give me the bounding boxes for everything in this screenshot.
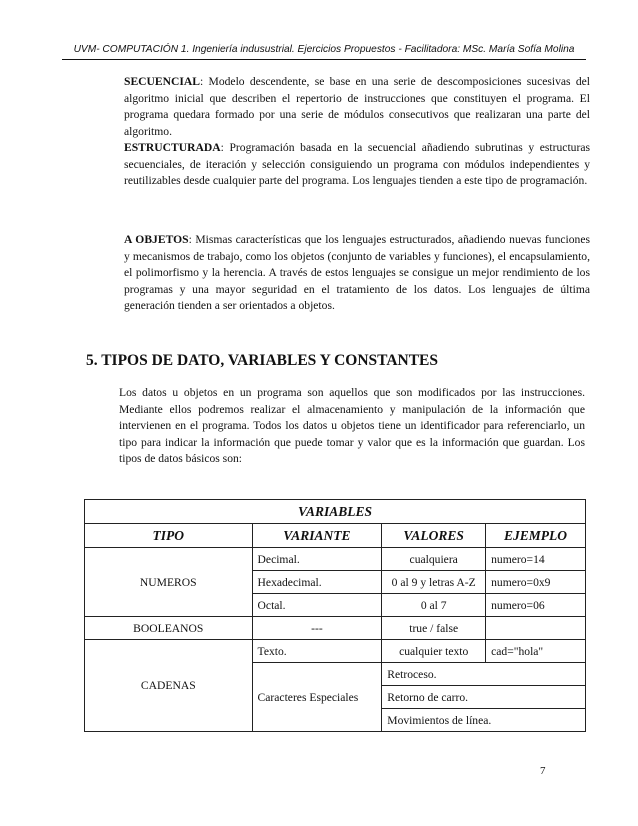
paragraph-objetos	[86, 232, 590, 315]
header-valores: VALORES	[382, 524, 486, 548]
table-caption-row	[85, 500, 586, 524]
cell-valor: cualquier texto	[382, 640, 486, 663]
header-ejemplo: EJEMPLO	[486, 524, 586, 548]
cell-valor-especial: Retorno de carro.	[382, 686, 586, 709]
table-row	[85, 617, 586, 640]
table-caption: VARIABLES	[85, 500, 586, 524]
cell-valor: cualquiera	[382, 548, 486, 571]
text-objetos: : Mismas características que los lenguajes estructurados, añadiendo nuevas funciones y mecanismos de trabajo, como los objetos (conjunto de variables y funciones), el encapsulamiento, el polimorfismo y la herencia. A través de estos lenguajes se consigue un mejor rendimiento de los programas y una mayor seguridad en el tratamiento de los datos. Los lenguajes de última generación tienden a ser orientados a objetos.	[124, 233, 590, 312]
page-number: 7	[540, 765, 546, 777]
data-types-table	[84, 499, 586, 732]
table-row	[85, 548, 586, 571]
cell-tipo-numeros: NUMEROS	[85, 548, 253, 617]
cell-ejemplo	[486, 617, 586, 640]
cell-ejemplo: numero=0x9	[486, 571, 586, 594]
cell-valor: 0 al 9 y letras A-Z	[382, 571, 486, 594]
cell-valor: true / false	[382, 617, 486, 640]
cell-valor-especial: Movimientos de línea.	[382, 709, 586, 732]
cell-valor: 0 al 7	[382, 594, 486, 617]
cell-variante-especiales: Caracteres Especiales	[252, 663, 382, 732]
term-objetos: A OBJETOS	[124, 233, 189, 246]
paragraph-secuencial	[86, 74, 590, 140]
cell-variante: Octal.	[252, 594, 382, 617]
term-estructurada: ESTRUCTURADA	[124, 141, 221, 154]
cell-variante: Hexadecimal.	[252, 571, 382, 594]
text-secuencial: : Modelo descendente, se base en una serie de descomposiciones sucesivas del algoritmo inicial que describen el repertorio de instrucciones que constituyen el programa. El programa quedara formado por una serie de módulos consecutivos que realizaran una parte del algoritmo.	[124, 75, 590, 138]
paragraph-estructurada	[86, 140, 590, 190]
cell-ejemplo: numero=06	[486, 594, 586, 617]
section-title: 5. TIPOS DE DATO, VARIABLES Y CONSTANTES	[86, 352, 439, 369]
cell-valor-especial: Retroceso.	[382, 663, 586, 686]
cell-ejemplo: cad="hola"	[486, 640, 586, 663]
cell-tipo-cadenas: CADENAS	[85, 640, 253, 732]
cell-variante: Texto.	[252, 640, 382, 663]
page-header: UVM- COMPUTACIÓN 1. Ingeniería indusustrial. Ejercicios Propuestos - Facilitadora: MSc. María Sofía Molina	[73, 44, 575, 55]
cell-variante: ---	[252, 617, 382, 640]
term-secuencial: SECUENCIAL	[124, 75, 201, 88]
text-estructurada: : Programación basada en la secuencial añadiendo subrutinas y estructuras secuenciales, de iteración y selección consiguiendo un programa con módulos independientes y reutilizables desde cualquier parte del programa. Los lenguajes tienden a este tipo de programación.	[124, 141, 590, 187]
section-intro: Los datos u objetos en un programa son aquellos que son modificados por las instrucciones. Mediante ellos podremos realizar el almacenamiento y manipulación de la información que intervienen en el programa. Todos los datos u objetos tiene un identificador para referenciarlo, un tipo para indicar la información que puede tomar y valor que es la información que guardan. Los tipos de datos básicos son:	[119, 386, 585, 465]
header-rule	[62, 59, 586, 60]
header-variante: VARIANTE	[252, 524, 382, 548]
table-header-row	[85, 524, 586, 548]
header-tipo: TIPO	[85, 524, 253, 548]
table-row	[85, 640, 586, 663]
cell-tipo-booleanos: BOOLEANOS	[85, 617, 253, 640]
cell-variante: Decimal.	[252, 548, 382, 571]
cell-ejemplo: numero=14	[486, 548, 586, 571]
